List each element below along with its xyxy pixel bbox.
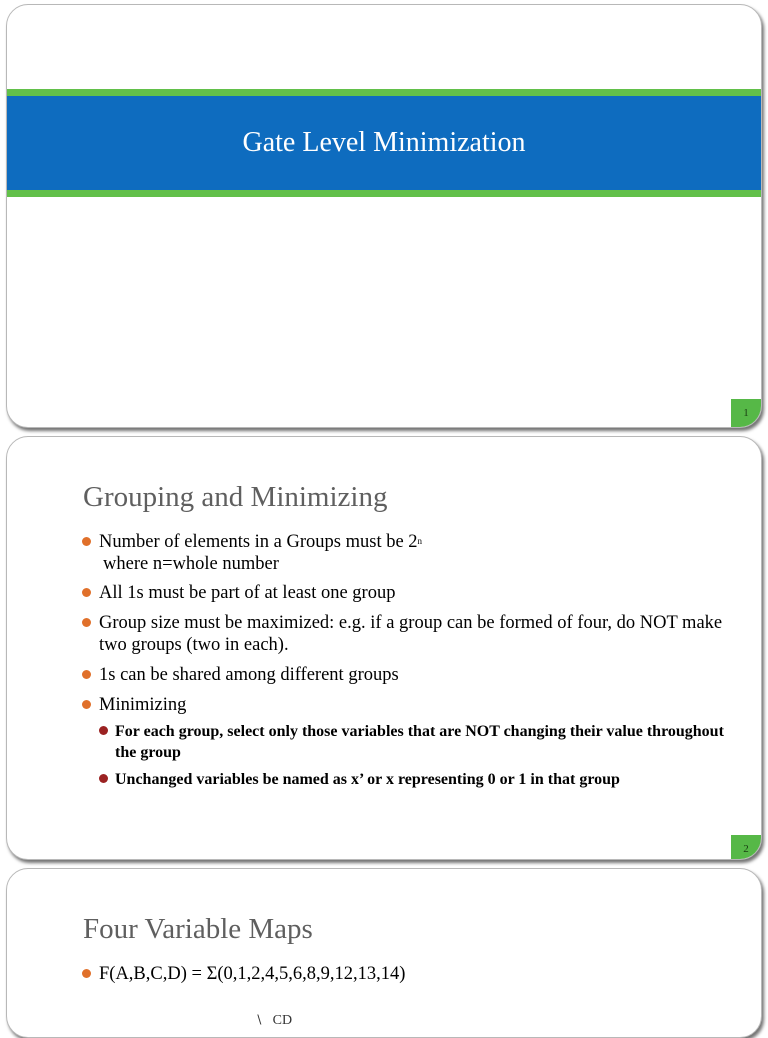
title-band-top-stripe: [7, 89, 761, 96]
bullet-continuation: where n=whole number: [103, 554, 279, 574]
sub-bullet-dot-icon: [99, 726, 108, 735]
bullet-dot-icon: [82, 670, 91, 679]
bullet-group-size: [81, 531, 741, 575]
sub-bullet-list: [99, 721, 741, 790]
bullet-text: F(A,B,C,D) = Σ(0,1,2,4,5,6,8,9,12,13,14): [99, 964, 406, 984]
title-band-bottom-stripe: [7, 190, 761, 197]
superscript-n: n: [417, 536, 423, 546]
title-band: [7, 89, 761, 197]
kmap-corner-line-icon: ∖: [255, 1013, 263, 1027]
slide-title: Gate Level Minimization: [242, 127, 526, 158]
slide-1: [6, 4, 762, 428]
bullet-text: Group size must be maximized: e.g. if a group can be formed of four, do NOT make two groups (two in each).: [99, 613, 723, 655]
sub-bullet-text: Unchanged variables be named as x’ or x representing 0 or 1 in that group: [115, 771, 620, 788]
sub-bullet-select: [99, 721, 741, 763]
kmap-partial-label: [255, 1013, 292, 1029]
bullet-text: 1s can be shared among different groups: [99, 665, 399, 685]
bullet-shared: [81, 664, 741, 686]
slide-3: [6, 868, 762, 1038]
bullet-dot-icon: [82, 969, 91, 978]
sub-bullet-text: For each group, select only those variables that are NOT changing their value throughout the group: [115, 723, 724, 761]
bullet-dot-icon: [82, 618, 91, 627]
slide-heading: Four Variable Maps: [83, 913, 313, 945]
slide-heading: Grouping and Minimizing: [83, 481, 388, 513]
kmap-cd-label: CD: [272, 1013, 293, 1028]
bullet-list: [81, 963, 741, 985]
sub-bullet-dot-icon: [99, 774, 108, 783]
slide-2: [6, 436, 762, 860]
bullet-dot-icon: [82, 588, 91, 597]
bullet-maximize: [81, 612, 741, 656]
bullet-function: [81, 963, 741, 985]
bullet-text: Minimizing: [99, 695, 187, 715]
bullet-all-ones: [81, 582, 741, 604]
bullet-dot-icon: [82, 537, 91, 546]
bullet-text: All 1s must be part of at least one group: [99, 583, 396, 603]
bullet-dot-icon: [82, 700, 91, 709]
sub-bullet-unchanged: [99, 769, 741, 790]
bullet-list: [81, 531, 741, 790]
bullet-text: Number of elements in a Groups must be 2: [99, 532, 418, 552]
page-number: 1: [731, 399, 761, 427]
bullet-minimizing: [81, 694, 741, 790]
page-number: 2: [731, 835, 761, 860]
